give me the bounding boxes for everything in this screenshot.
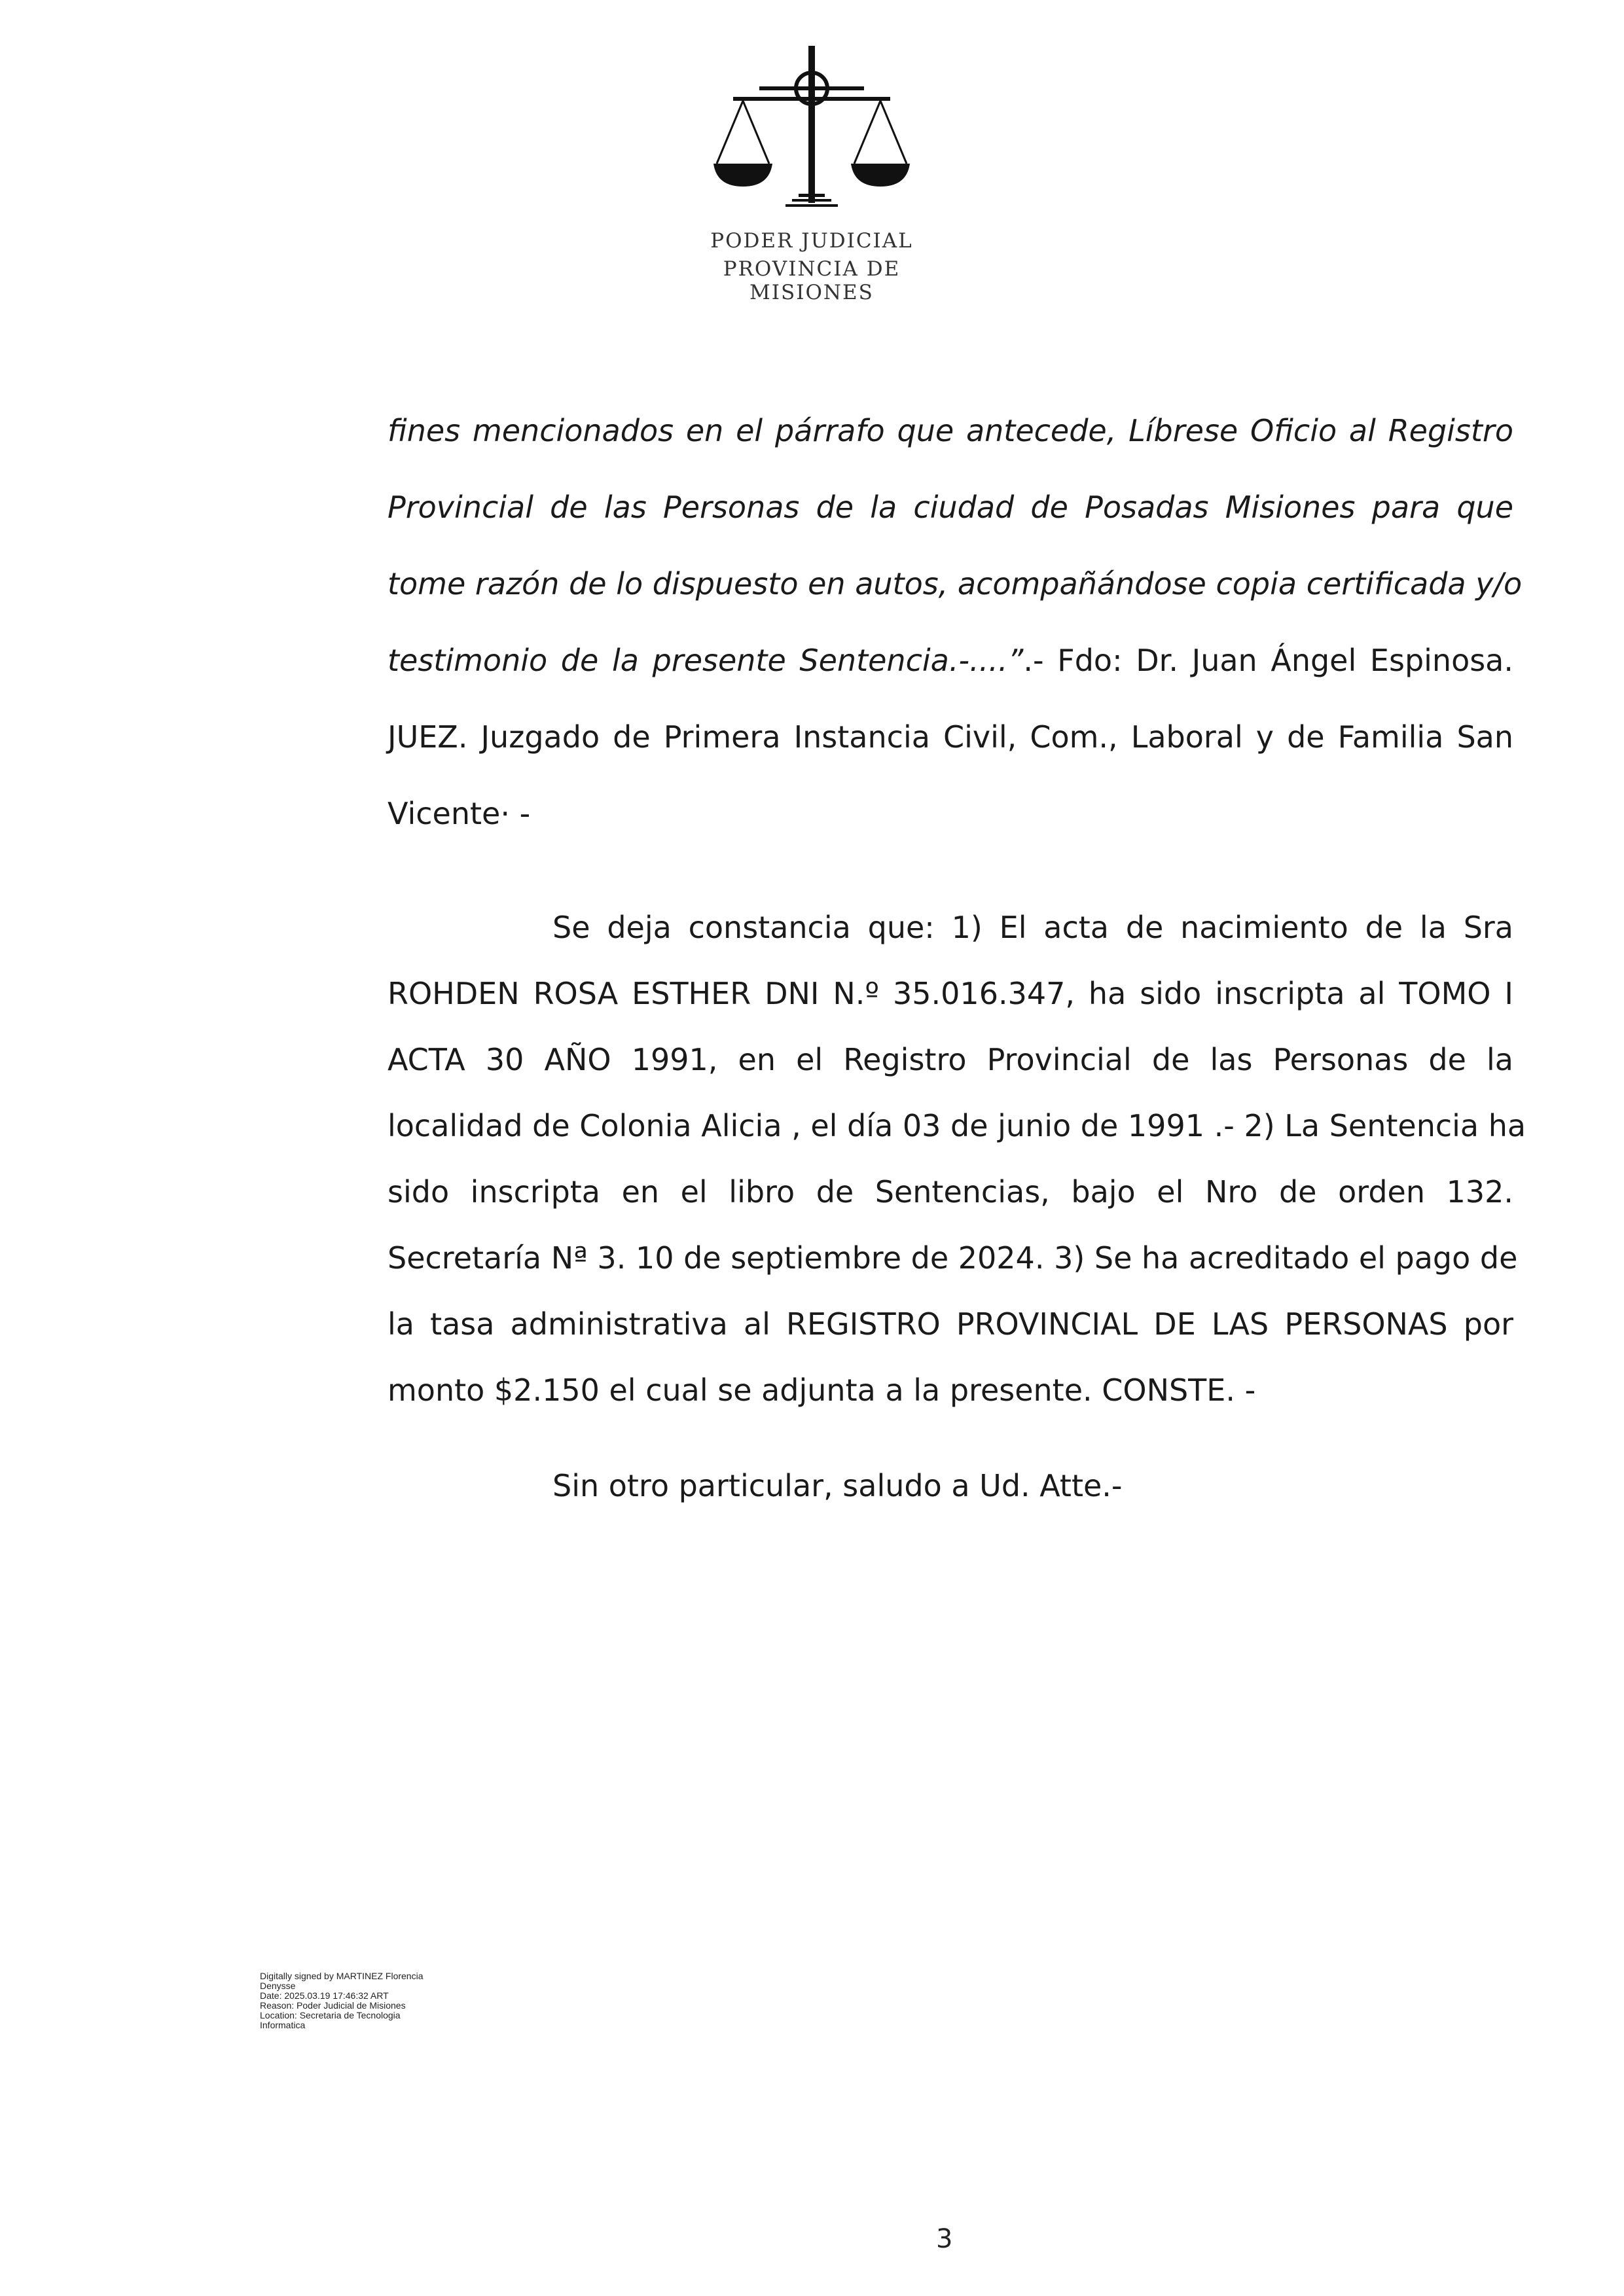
text-line: Se deja constancia que: 1) El acta de nacimiento de la Sra xyxy=(552,910,1513,945)
text-line: Provincial de las Personas de la ciudad de Posadas Misiones para que xyxy=(388,490,1513,525)
page-number: 3 xyxy=(936,2224,953,2254)
signature-line: Denysse xyxy=(260,1981,296,1991)
text-line-signer: .- Fdo: Dr. Juan Ángel Espinosa. xyxy=(1023,643,1513,678)
text-line: fines mencionados en el párrafo que antecede, Líbrese Oficio al Registro xyxy=(388,413,1513,448)
text-line: ACTA 30 AÑO 1991, en el Registro Provincial de las Personas de la xyxy=(388,1042,1513,1077)
text-line-italic: testimonio de la presente Sentencia.-....” xyxy=(388,643,1024,678)
text-line: sido inscripta en el libro de Sentencias, bajo el Nro de orden 132. xyxy=(388,1174,1513,1210)
text-line: JUEZ. Juzgado de Primera Instancia Civil, Com., Laboral y de Familia San xyxy=(388,719,1513,755)
paragraph-constancia xyxy=(388,895,1526,1424)
signature-line: Informatica xyxy=(260,2020,306,2030)
logo-title: PODER JUDICIAL xyxy=(710,229,913,253)
text-line xyxy=(388,622,1513,699)
court-logo xyxy=(681,39,943,304)
signature-line: Location: Secretaria de Tecnologia xyxy=(260,2010,401,2020)
text-line: Vicente· - xyxy=(388,796,531,831)
closing-line: Sin otro particular, saludo a Ud. Atte.- xyxy=(552,1468,1123,1503)
scales-of-justice-cross-icon xyxy=(707,39,916,216)
text-line: la tasa administrativa al REGISTRO PROVINCIAL DE LAS PERSONAS por xyxy=(388,1306,1513,1342)
text-line: tome razón de lo dispuesto en autos, acompañándose copia certificada y/o xyxy=(388,566,1523,601)
logo-subtitle: PROVINCIA DE MISIONES xyxy=(723,257,901,304)
text-line: localidad de Colonia Alicia , el día 03 de junio de 1991 .- 2) La Sentencia ha xyxy=(388,1108,1526,1143)
signature-line: Date: 2025.03.19 17:46:32 ART xyxy=(260,1990,389,2001)
paragraph-sentence-quote xyxy=(388,393,1523,852)
signature-line: Digitally signed by MARTINEZ Florencia xyxy=(260,1971,424,1981)
text-line: ROHDEN ROSA ESTHER DNI N.º 35.016.347, ha sido inscripta al TOMO I xyxy=(388,976,1513,1011)
text-line: Secretaría Nª 3. 10 de septiembre de 2024. 3) Se ha acreditado el pago de xyxy=(388,1240,1518,1276)
text-line: monto $2.150 el cual se adjunta a la presente. CONSTE. - xyxy=(388,1372,1256,1408)
digital-signature-block xyxy=(260,1971,469,2030)
signature-line: Reason: Poder Judicial de Misiones xyxy=(260,2000,406,2011)
